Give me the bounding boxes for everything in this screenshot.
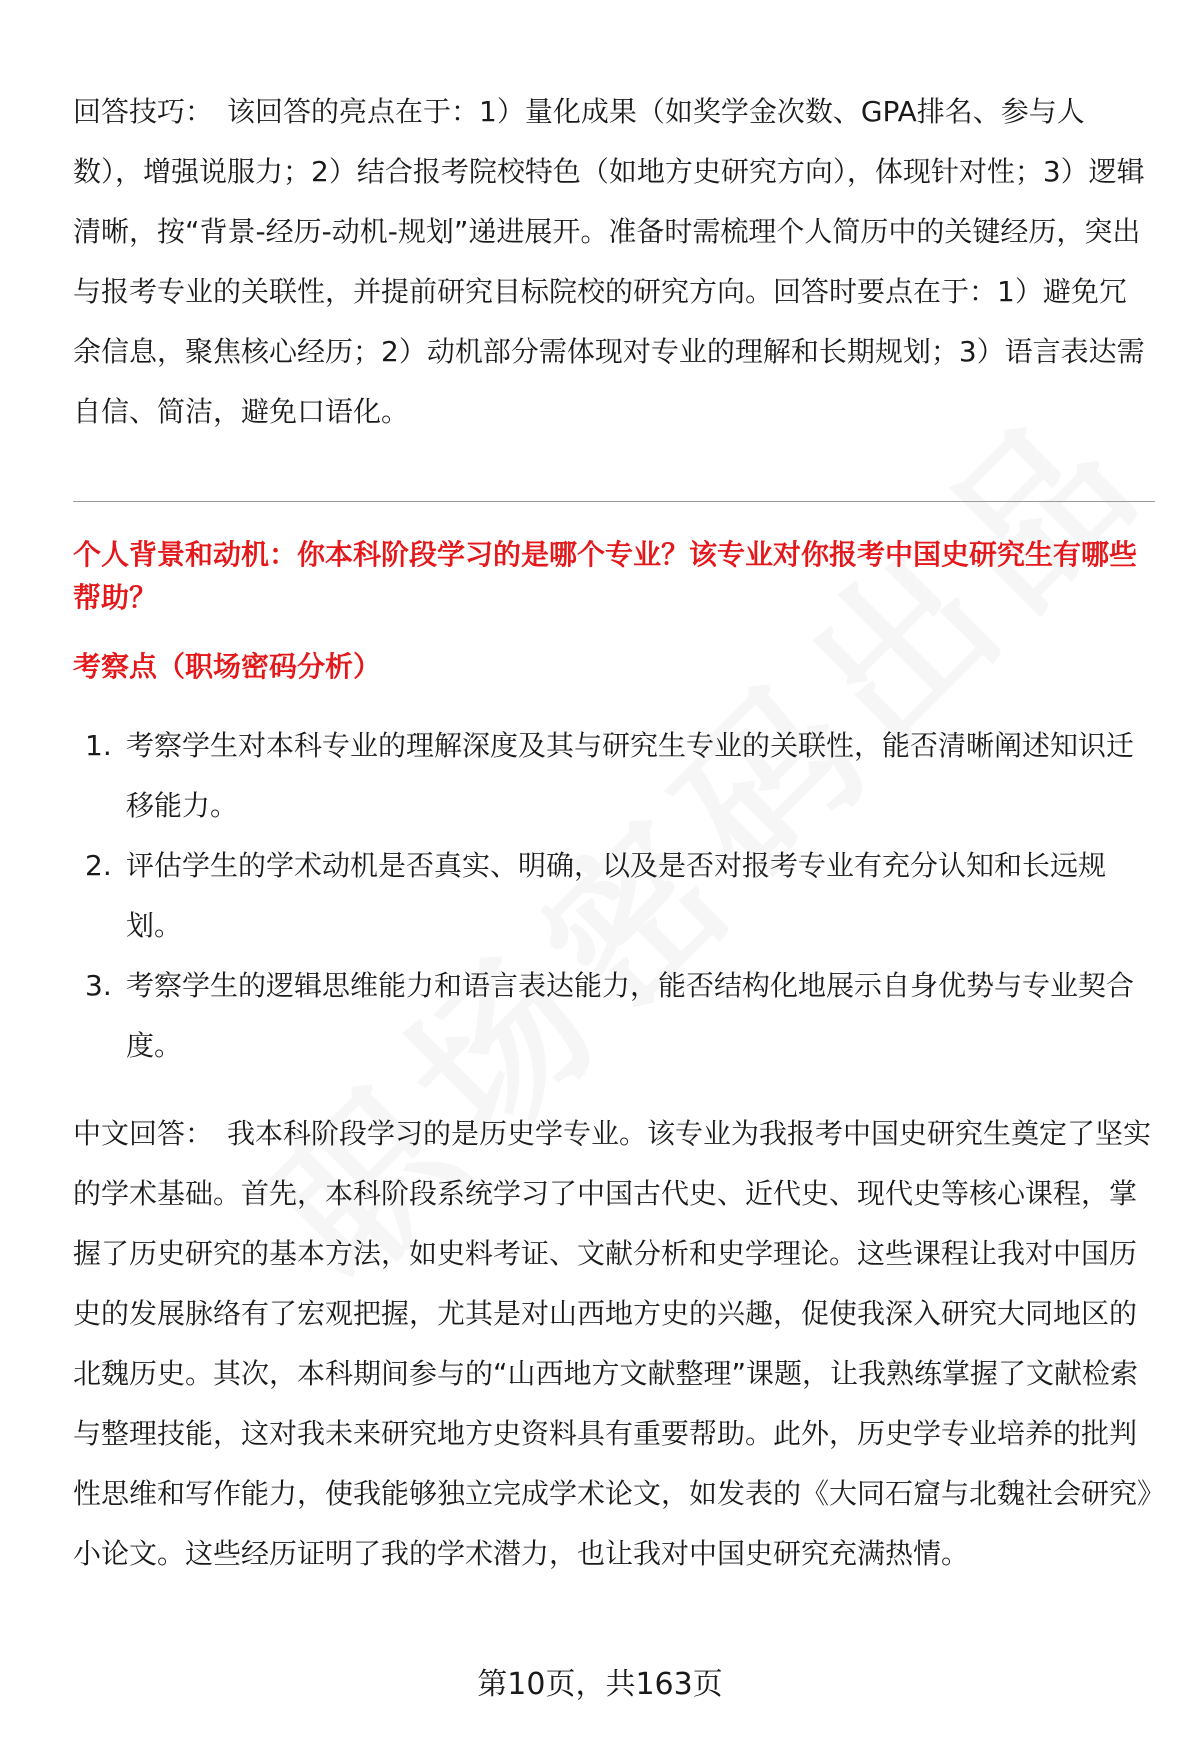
chinese-answer-paragraph <box>73 1104 1153 1584</box>
page-number-footer: 第10页，共163页 <box>477 1667 723 1702</box>
section-divider <box>73 501 1155 502</box>
list-item <box>73 716 1153 836</box>
answer-tips-text: 该回答的亮点在于：1）量化成果（如奖学金次数、GPA排名、参与人数），增强说服力；2）结合报考院校特色（如地方史研究方向），体现针对性；3）逻辑清晰，按“背景-经历-动机-规划”递进展开。准备时需梳理个人简历中的关键经历，突出与报考专业的关联性，并提前研究目标院校的研究方向。回答时要点在于：1）避免冗余信息，聚焦核心经历；2）动机部分需体现对专业的理解和长期规划；3）语言表达需自信、简洁，避免口语化。 <box>73 95 1145 428</box>
assessment-points-list <box>73 716 1153 1076</box>
answer-tips-label: 回答技巧： <box>73 95 214 128</box>
question-heading: 个人背景和动机：你本科阶段学习的是哪个专业？该专业对你报考中国史研究生有哪些帮助？ <box>73 538 1138 614</box>
list-item-text: 评估学生的学术动机是否真实、明确，以及是否对报考专业有充分认知和长远规划。 <box>126 849 1107 942</box>
list-item <box>73 836 1153 956</box>
list-item-text: 考察学生的逻辑思维能力和语言表达能力，能否结构化地展示自身优势与专业契合度。 <box>126 969 1135 1062</box>
list-item-number: 1. <box>85 729 112 762</box>
chinese-answer-label: 中文回答： <box>73 1117 214 1150</box>
answer-tips-paragraph <box>73 82 1153 442</box>
list-item-text: 考察学生对本科专业的理解深度及其与研究生专业的关联性，能否清晰阐述知识迁移能力。 <box>126 729 1135 822</box>
assessment-points-heading: 考察点（职场密码分析） <box>73 650 382 683</box>
chinese-answer-text: 我本科阶段学习的是历史学专业。该专业为我报考中国史研究生奠定了坚实的学术基础。首先，本科阶段系统学习了中国古代史、近代史、现代史等核心课程，掌握了历史研究的基本方法，如史料考证、文献分析和史学理论。这些课程让我对中国历史的发展脉络有了宏观把握，尤其是对山西地方史的兴趣，促使我深入研究大同地区的北魏历史。其次，本科期间参与的“山西地方文献整理”课题，让我熟练掌握了文献检索与整理技能，这对我未来研究地方史资料具有重要帮助。此外，历史学专业培养的批判性思维和写作能力，使我能够独立完成学术论文，如发表的《大同石窟与北魏社会研究》小论文。这些经历证明了我的学术潜力，也让我对中国史研究充满热情。 <box>73 1117 1152 1570</box>
list-item <box>73 956 1153 1076</box>
list-item-number: 2. <box>85 849 112 882</box>
list-item-number: 3. <box>85 969 112 1002</box>
